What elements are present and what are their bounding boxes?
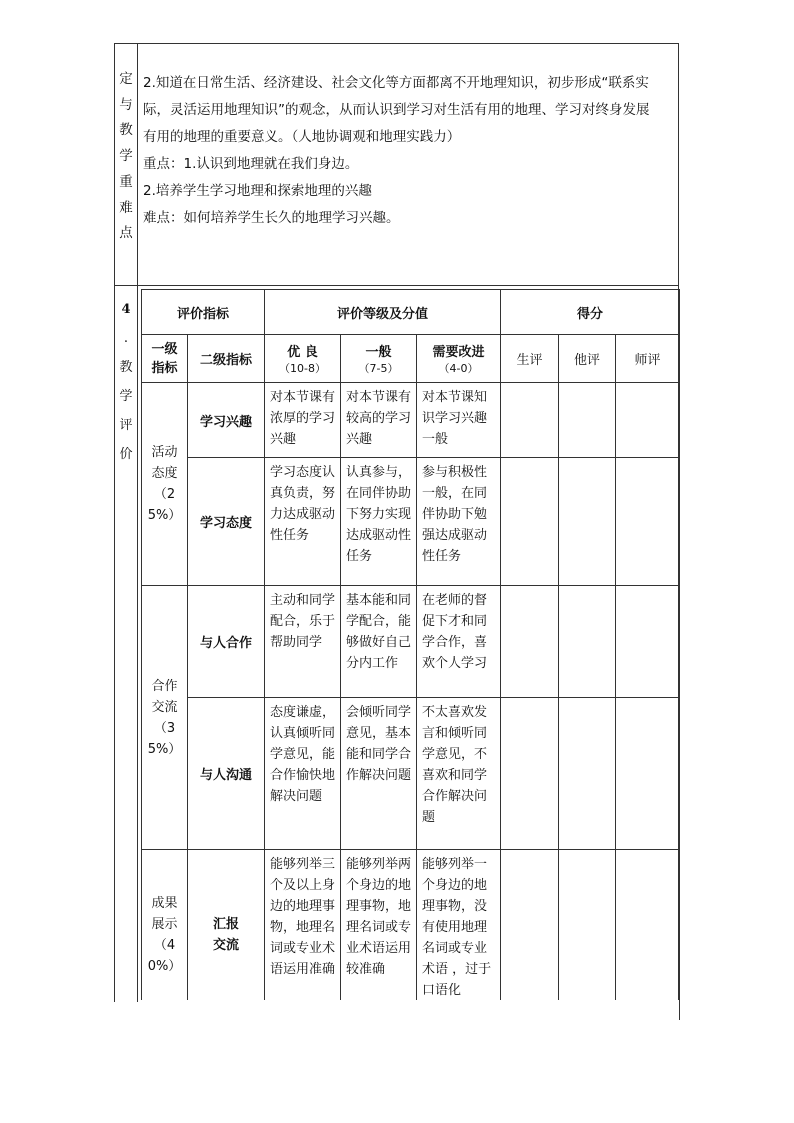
teacher-score-cell[interactable] xyxy=(616,698,680,850)
good-criteria: 对本节课有浓厚的学习兴趣 xyxy=(265,383,341,458)
self-score-cell[interactable] xyxy=(501,458,559,586)
self-score-cell[interactable] xyxy=(501,383,559,458)
improve-criteria: 参与积极性一般，在同伴协助下勉强达成驱动性任务 xyxy=(417,458,501,586)
peer-score-cell[interactable] xyxy=(559,383,616,458)
peer-score-cell[interactable] xyxy=(559,698,616,850)
teacher-score-cell[interactable] xyxy=(616,383,680,458)
header-indicator: 评价指标 xyxy=(142,290,265,335)
improve-criteria: 对本节课知识学习兴趣一般 xyxy=(417,383,501,458)
evaluation-table xyxy=(141,289,680,1020)
header-second-level: 二级指标 xyxy=(188,335,265,383)
teacher-score-cell[interactable] xyxy=(616,850,680,1020)
first-level-cell: 成果展示（40%） xyxy=(142,850,188,1020)
peer-score-cell[interactable] xyxy=(559,850,616,1020)
good-criteria: 学习态度认真负责，努力达成驱动性任务 xyxy=(265,458,341,586)
good-criteria: 态度谦虚，认真倾听同学意见，能合作愉快地解决问题 xyxy=(265,698,341,850)
table-row xyxy=(142,698,680,850)
peer-score-cell[interactable] xyxy=(559,458,616,586)
header-peer-eval: 他评 xyxy=(559,335,616,383)
header-score: 得分 xyxy=(501,290,680,335)
teacher-score-cell[interactable] xyxy=(616,458,680,586)
self-score-cell[interactable] xyxy=(501,850,559,1020)
table-row xyxy=(142,850,680,1020)
header-self-eval: 生评 xyxy=(501,335,559,383)
difficulty-line: 难点：如何培养学生长久的地理学习兴趣。 xyxy=(143,210,400,226)
header-improve: 需要改进 （4-0） xyxy=(417,335,501,383)
key-point-line: 2.培养学生学习地理和探索地理的兴趣 xyxy=(143,183,372,199)
self-score-cell[interactable] xyxy=(501,698,559,850)
header-level: 评价等级及分值 xyxy=(265,290,501,335)
header-teacher-eval: 师评 xyxy=(616,335,680,383)
second-level-cell: 汇报交流 xyxy=(188,850,265,1020)
teacher-score-cell[interactable] xyxy=(616,586,680,698)
good-criteria: 主动和同学配合，乐于帮助同学 xyxy=(265,586,341,698)
second-level-cell: 与人沟通 xyxy=(188,698,265,850)
second-level-cell: 学习态度 xyxy=(188,458,265,586)
table-row xyxy=(142,586,680,698)
goal-line: 2.知道在日常生活、经济建设、社会文化等方面都离不开地理知识，初步形成“联系实 xyxy=(143,75,649,91)
header-normal: 一般 （7-5） xyxy=(341,335,417,383)
table-row xyxy=(142,383,680,458)
first-level-cell: 活动态度（25%） xyxy=(142,383,188,586)
section3-label: 定 与 教 学 重 难 点 xyxy=(119,71,133,242)
peer-score-cell[interactable] xyxy=(559,586,616,698)
table-row xyxy=(142,458,680,586)
second-level-cell: 学习兴趣 xyxy=(188,383,265,458)
normal-criteria: 基本能和同学配合，能够做好自己分内工作 xyxy=(341,586,417,698)
normal-criteria: 认真参与，在同伴协助下努力实现达成驱动性任务 xyxy=(341,458,417,586)
goal-line: 有用的地理的重要意义。（人地协调观和地理实践力） xyxy=(143,129,461,145)
self-score-cell[interactable] xyxy=(501,586,559,698)
second-level-cell: 与人合作 xyxy=(188,586,265,698)
header-first-level: 一级指标 xyxy=(142,335,188,383)
normal-criteria: 会倾听同学意见，基本能和同学合作解决问题 xyxy=(341,698,417,850)
page-bottom-margin xyxy=(141,1000,679,1123)
teaching-goals-text xyxy=(143,70,675,232)
improve-criteria: 不太喜欢发言和倾听同学意见，不喜欢和同学合作解决问题 xyxy=(417,698,501,850)
key-point-line: 重点：1.认识到地理就在我们身边。 xyxy=(143,156,359,172)
normal-criteria: 对本节课有较高的学习兴趣 xyxy=(341,383,417,458)
improve-criteria: 能够列举一个身边的地理事物，没有使用地理名词或专业术语 ，过于口语化 xyxy=(417,850,501,1020)
good-criteria: 能够列举三个及以上身边的地理事物，地理名词或专业术语运用准确 xyxy=(265,850,341,1020)
first-level-cell: 合作交流（35%） xyxy=(142,586,188,850)
header-good: 优 良 （10-8） xyxy=(265,335,341,383)
goal-line: 际，灵活运用地理知识”的观念，从而认识到学习对生活有用的地理、学习对终身发展 xyxy=(143,102,650,118)
improve-criteria: 在老师的督促下才和同学合作，喜欢个人学习 xyxy=(417,586,501,698)
section4-label: 4 . 教 学 评 价 xyxy=(119,302,133,462)
normal-criteria: 能够列举两个身边的地理事物，地理名词或专业术语运用较准确 xyxy=(341,850,417,1020)
